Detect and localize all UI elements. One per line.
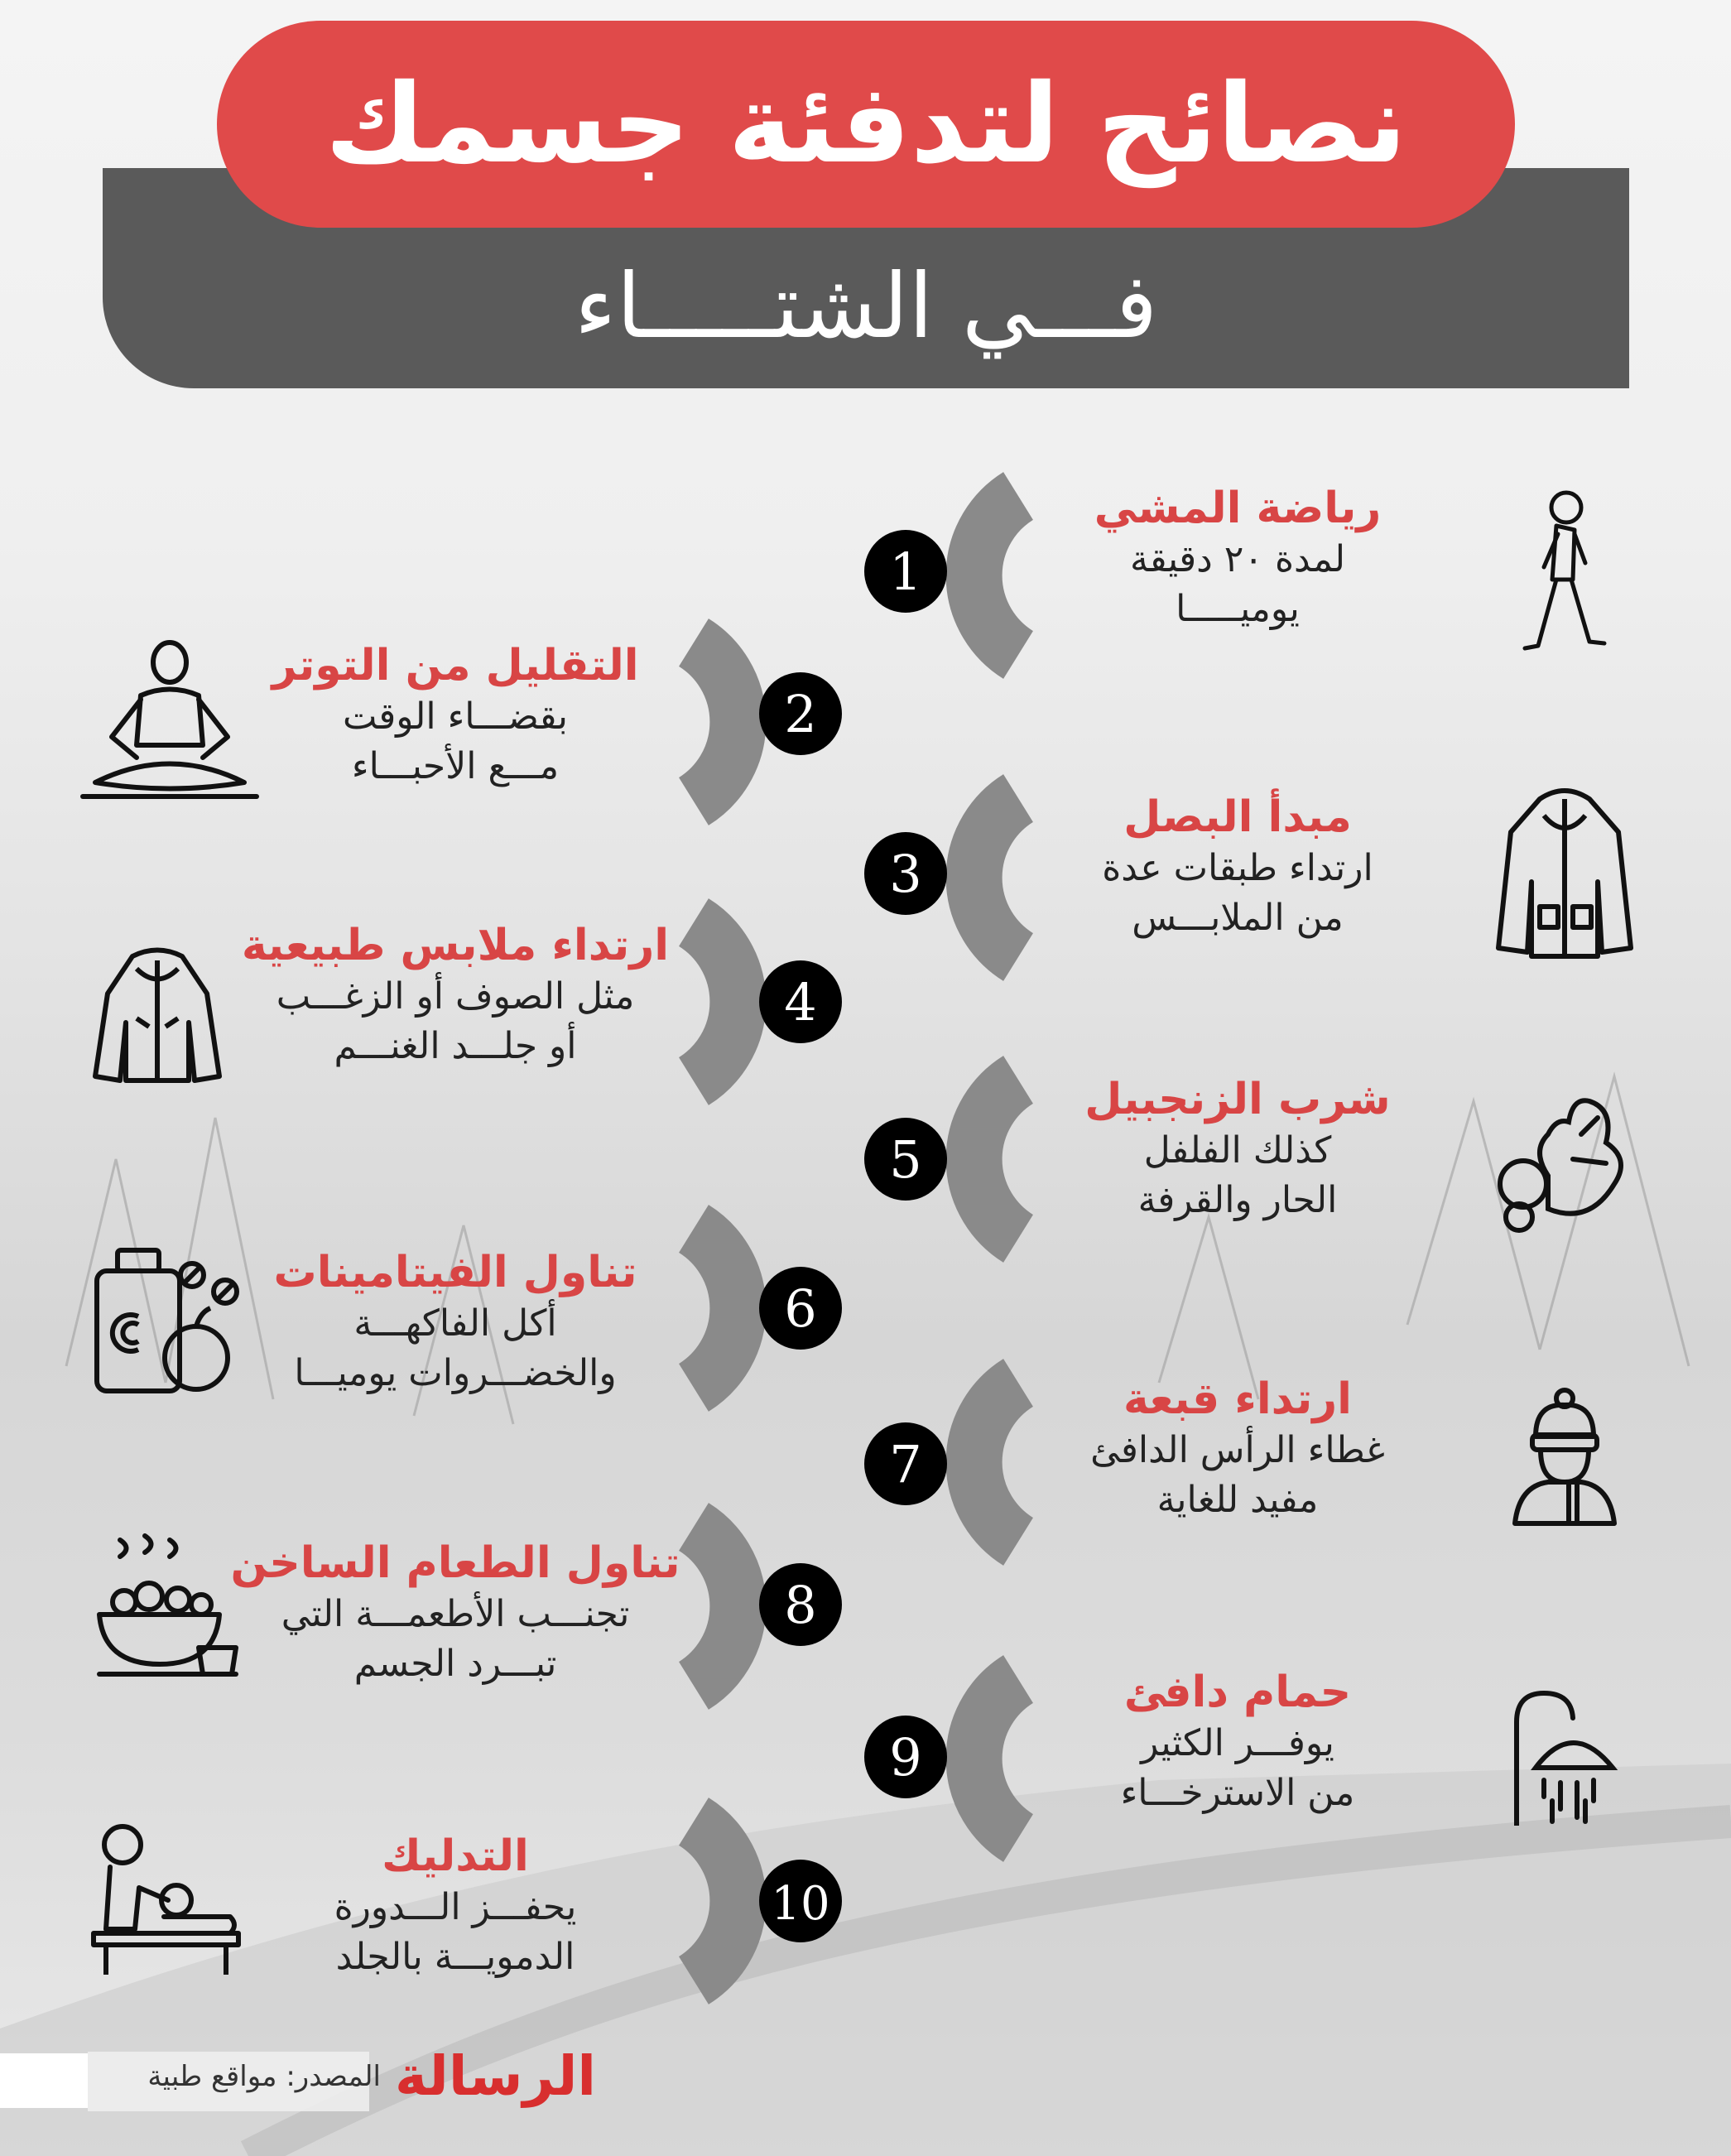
tip-heading: شرب الزنجبيل [1084, 1075, 1391, 1124]
tip-line: تجنـــب الأطعمـــة التي [281, 1593, 630, 1635]
tip-line: من الملابـــس [1132, 897, 1344, 939]
tip-8 [207, 1537, 704, 1689]
tip-line: مفيد للغاية [1156, 1479, 1319, 1521]
tip-1 [989, 482, 1486, 634]
source-credit: المصدر: مواقع طبية [147, 2060, 381, 2093]
tip-line: ارتداء طبقات عدة [1102, 847, 1373, 889]
jacket-icon [91, 944, 224, 1085]
tip-line: لمدة ٢٠ دقيقة [1130, 538, 1345, 580]
tip-heading: تناول الطعام الساخن [230, 1538, 680, 1588]
tip-5 [989, 1073, 1486, 1225]
badge-num-2: 2 [784, 684, 817, 744]
page-subtitle: فـــي الشتـــــاء [574, 254, 1158, 359]
page-title: نصائح لتدفئة جسمك [325, 60, 1407, 188]
hot-food-icon [95, 1532, 240, 1681]
badge-num-5: 5 [889, 1129, 922, 1190]
badge-num-6: 6 [784, 1278, 817, 1339]
ginger-icon [1490, 1085, 1639, 1234]
tip-9 [989, 1666, 1486, 1818]
tip-line: أكل الفاكهـــة [353, 1302, 557, 1345]
tip-line: تبـــرد الجسم [353, 1643, 557, 1685]
tip-4 [207, 919, 704, 1071]
tip-line: يوفـــر الكثير [1141, 1722, 1334, 1764]
tip-heading: مبدأ البصل [1123, 792, 1352, 842]
meditation-icon [79, 638, 261, 803]
tip-heading: التدليك [382, 1831, 529, 1881]
brand-logo: الرسالة [395, 2044, 596, 2108]
vitamins-icon [93, 1246, 242, 1395]
tip-heading: حمام دافئ [1123, 1668, 1352, 1717]
tip-heading: ارتداء ملابس طبيعية [241, 921, 670, 970]
tip-line: مثل الصوف أو الزغـــب [276, 975, 635, 1018]
tip-line: أو جلـــد الغنـــم [334, 1025, 577, 1067]
badge-num-3: 3 [889, 844, 922, 904]
badge-num-10: 10 [771, 1877, 830, 1931]
tip-heading: رياضة المشي [1094, 484, 1382, 533]
footer-white-block [0, 2053, 88, 2108]
tip-heading: التقليل من التوتر [272, 641, 639, 691]
badge-num-9: 9 [889, 1727, 922, 1788]
tip-line: مـــع الأحبـــاء [351, 745, 560, 787]
beanie-person-icon [1511, 1387, 1618, 1528]
tip-line: يحفـــز الـــدورة [334, 1886, 577, 1928]
massage-icon [89, 1822, 243, 1975]
tip-6 [207, 1246, 704, 1398]
walking-person-icon [1515, 484, 1614, 658]
tip-2 [207, 639, 704, 792]
tip-10 [207, 1830, 704, 1982]
badge-num-4: 4 [784, 972, 817, 1032]
tip-line: الحار والقرفة [1137, 1179, 1338, 1221]
tip-7 [989, 1373, 1486, 1525]
shower-icon [1507, 1685, 1618, 1826]
tip-heading: تناول الفيتامينات [273, 1248, 637, 1297]
tip-line: والخضـــروات يوميـــا [294, 1352, 617, 1394]
tip-line: يوميـــــا [1176, 588, 1300, 630]
tip-3 [989, 791, 1486, 943]
tip-line: كذلك الفلفل [1143, 1129, 1332, 1172]
winter-coat-icon [1494, 782, 1635, 965]
tip-line: من الاسترخـــاء [1120, 1772, 1355, 1814]
tip-line: غطاء الرأس الدافئ [1090, 1429, 1385, 1471]
tip-heading: ارتداء قبعة [1123, 1374, 1352, 1424]
badge-num-7: 7 [889, 1434, 922, 1494]
badge-num-1: 1 [889, 541, 922, 602]
tip-line: بقضـــاء الوقت [342, 695, 568, 738]
badge-num-8: 8 [784, 1575, 817, 1635]
tip-line: الدمويـــة بالجلد [335, 1936, 575, 1978]
